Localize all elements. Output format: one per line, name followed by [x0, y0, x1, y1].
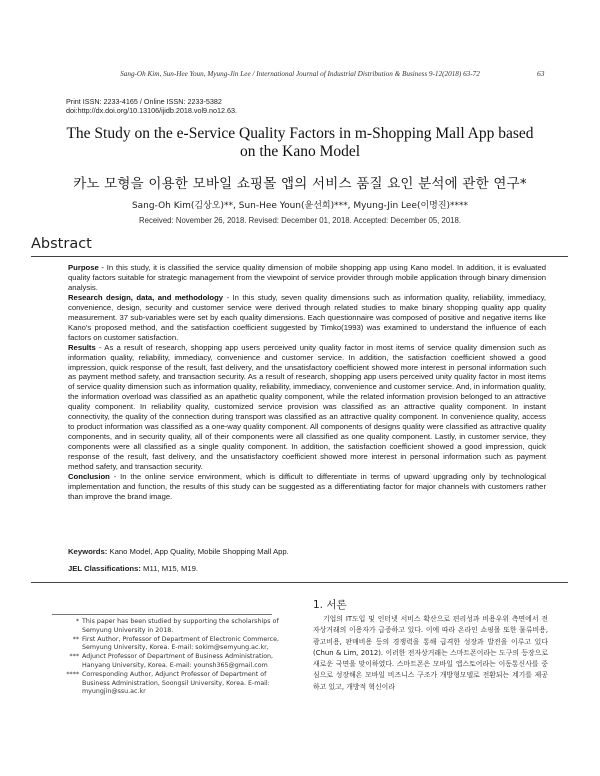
- design-text: - In this study, seven quality dimensions such as information quality, reliability, immediacy, convenience, design, security and customer service were derived through related studies to make binary shopping quality app quality measurement. 37 sub-variables were set by each quality dimensions. Each questionnaire was composed of positive and negative items like Kano's proposed method, and the satisfaction coefficient suggested by Timko(1993) was examined to understand the influence of each factors on customer satisfaction.: [68, 292, 547, 342]
- conclusion-text: - In the online service environment, which is difficult to differentiate in terms of upward upgrading only by technological implementation and function, the results of this study can be suggested as a differentiating factor for major channels with customers rather than improve the brand image.: [68, 472, 546, 501]
- conclusion-label: Conclusion: [68, 472, 110, 482]
- introduction-paragraph: 기업의 IT도입 및 인터넷 서비스 확산으로 편리성과 비용우위 측면에서 전자상거래의 이용자가 급증하고 있다. 이에 따라 온라인 쇼핑몰 또한 물류비용, 광고비용, 판매비용 등의 경쟁력을 통해 급격한 성장과 발전을 이루고 있다(Chun & Lim, 2012). 이러한 전자상거래는 스마트폰이라는 도구의 등장으로 새로운 국면을 맞이하였다. 스마트폰은 모바일 앱스토어라는 이동통신사를 중심으로 성장해온 모바일 비즈니스 구조가 개방형모델로 전환되는 계기를 제공하고 있고, 개방적 혁신이라: [313, 615, 548, 691]
- jel-classifications: [68, 564, 198, 573]
- paper-title-line2: on the Kano Model: [239, 143, 361, 160]
- footnote-rule: [52, 614, 272, 615]
- page-number: 63: [537, 69, 545, 78]
- issn-line: Print ISSN: 2233-4165 / Online ISSN: 2233-5382: [66, 97, 222, 106]
- abstract-bottom-rule: [31, 582, 568, 583]
- results-text: - As a result of research, shopping app users perceived unity quality factor in most items of service quality dimension such as information quality, reliability, immediacy, convenience and customer service. In addition, the satisfaction coefficient showed a good impression, quick response of the result, fast delivery, and the unsatisfactory coefficient showed more interest in personal information such as payment method safety, and transaction security. As a result of research, shopping app users perceived unity quality factor in most items of service quality dimension such as information quality, reliability, immediacy, convenience and customer service. And, in information quality, the information overload was classified as an apathetic quality component, while the related information provision belonged to an attractive quality component. In reliability quality, customized service provision was classified as an attractive quality component. In instant connectivity, the quality of the connection during transport was classified as an attractive quality component. In convenience quality, access to product information was classified as a one-way quality component. All components of designs quality were classified as attractive quality components, and in security quality, all of their components were all classified as one quality component. Lastly, in customer service, they components were all classified as a single quality component. In addition, the satisfaction coefficient showed a good impression, quick response of the result, fast delivery, and the unsatisfactory coefficient showed more interest in personal information such as payment method safety, and transaction security.: [68, 342, 546, 472]
- korean-title: 카노 모형을 이용한 모바일 쇼핑몰 앱의 서비스 품질 요인 분석에 관한 연구*: [73, 176, 527, 192]
- abstract-conclusion: [68, 472, 546, 502]
- abstract-results: [68, 343, 546, 472]
- keywords-text: Kano Model, App Quality, Mobile Shopping Mall App.: [107, 547, 289, 556]
- design-label: Research design, data, and methodology: [68, 292, 224, 302]
- running-header: Sang-Oh Kim, Sun-Hee Youn, Myung-Jin Lee / International Journal of Industrial Distribution & Business 9-12(2018) 63-72: [120, 70, 480, 78]
- jel-text: M11, M15, M19.: [140, 564, 199, 573]
- section-heading-introduction: 1. 서론: [313, 599, 347, 611]
- jel-label: JEL Classifications:: [68, 564, 141, 573]
- dates: Received: November 26, 2018. Revised: December 01, 2018. Accepted: December 05, 2018.: [138, 216, 462, 225]
- purpose-label: Purpose: [68, 263, 99, 272]
- keywords: [68, 547, 289, 556]
- abstract-purpose: [68, 263, 546, 293]
- keywords-label: Keywords:: [68, 547, 108, 556]
- introduction-body: [313, 614, 548, 693]
- abstract-body: [68, 263, 546, 502]
- footnotes: [52, 618, 282, 697]
- abstract-heading: Abstract: [31, 236, 92, 252]
- paper-title-line1: The Study on the e-Service Quality Factors in m-Shopping Mall App based: [66, 125, 534, 142]
- results-label: Results: [68, 342, 96, 352]
- footnote: *** Adjunct Professor of Department of Business Administration, Hanyang University, Korea. E-mail: younsh365@gmail.com: [69, 653, 274, 669]
- abstract-top-rule: [31, 256, 568, 257]
- footnote: ** First Author, Professor of Department of Electronic Commerce, Semyung University, Korea. E-mail: sokim@semyung.ac.kr,: [72, 635, 280, 652]
- authors: Sang-Oh Kim(김상오)**, Sun-Hee Youn(윤선희)***, Myung-Jin Lee(이명진)****: [131, 201, 469, 211]
- doi-line: doi:http://dx.doi.org/10.13106/ijidb.2018.vol9.no12.63.: [66, 106, 238, 115]
- abstract-design: [68, 293, 546, 343]
- footnote: **** Corresponding Author, Adjunct Professor of Department of Business Administration, Soongsil University, Korea. E-mail: myungjin@ssu.ac.kr: [66, 670, 270, 696]
- footnote: * This paper has been studied by supporting the scholarships of Semyung University in 2018.: [75, 618, 279, 634]
- purpose-text: - In this study, it is classified the service quality dimension of mobile shopping app using Kano model. In addition, it is evaluated quality factors suitable for strategic management from the viewpoint of service provider through mobile application through binary dimension analysis.: [68, 263, 546, 292]
